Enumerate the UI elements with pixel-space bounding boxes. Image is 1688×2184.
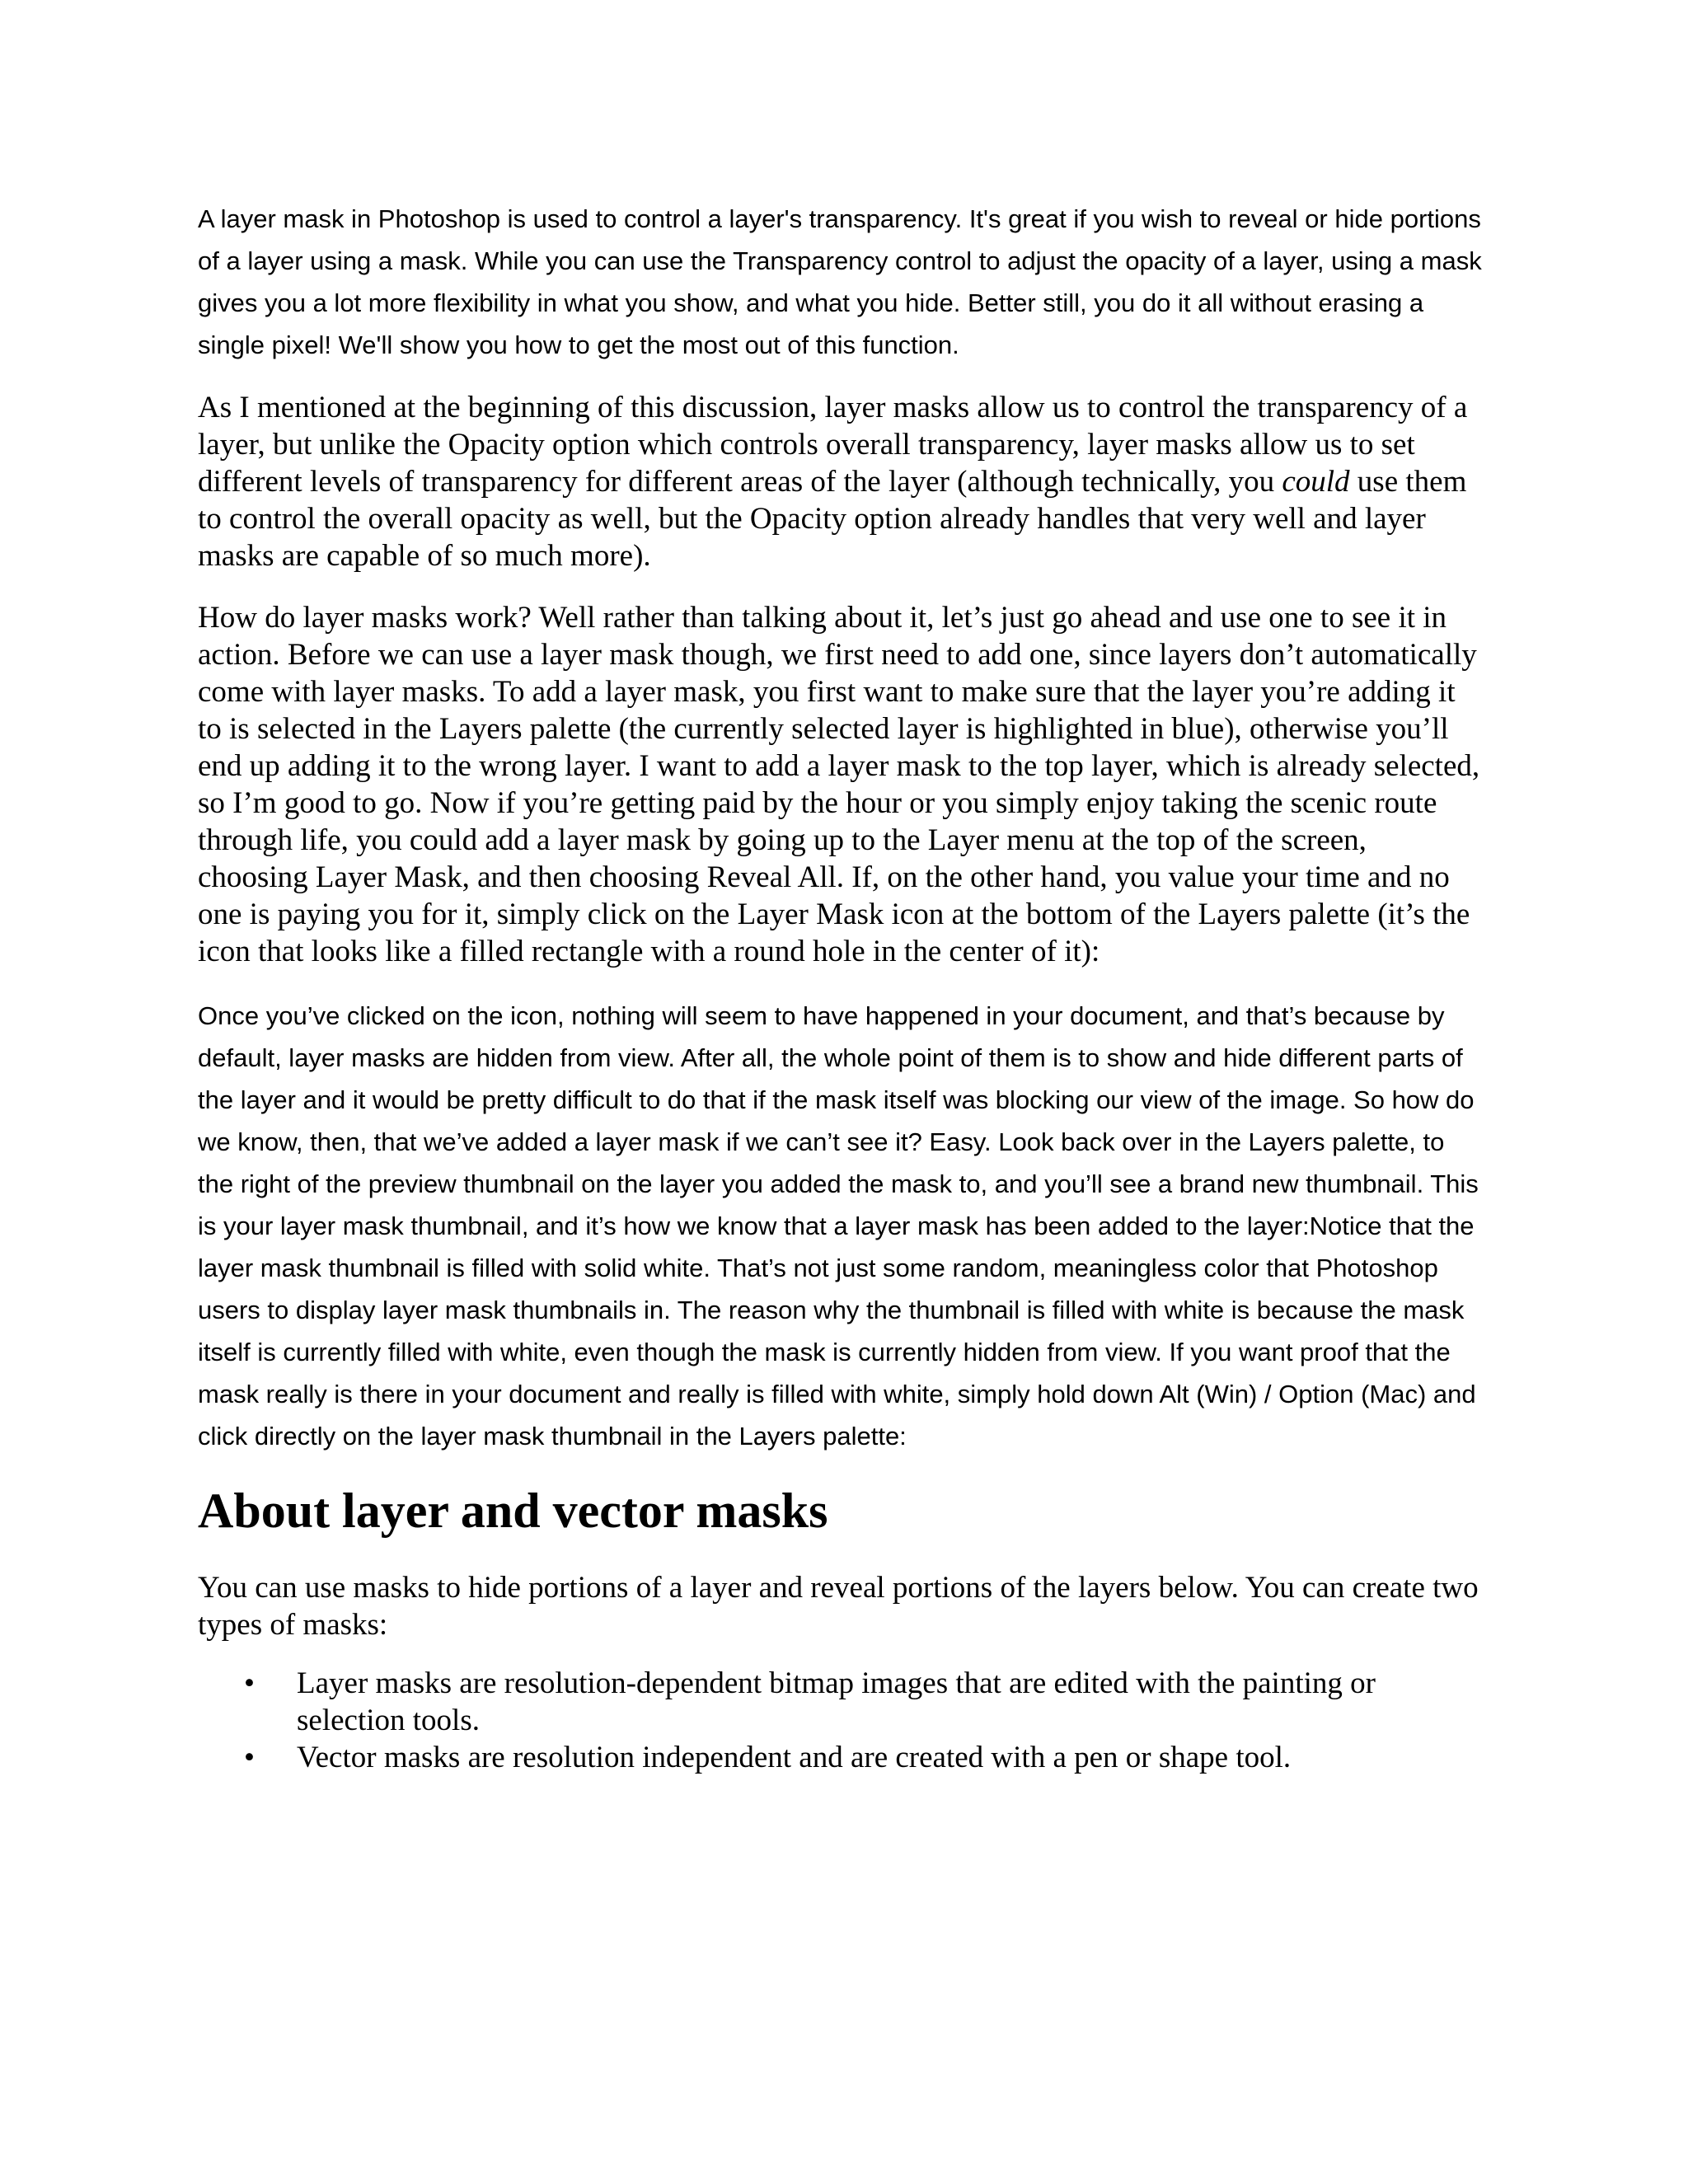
opacity-paragraph xyxy=(198,389,1484,574)
mask-thumbnail-paragraph: Once you’ve clicked on the icon, nothing will seem to have happened in your document, and that’s because by default, layer masks are hidden from view. After all, the whole point of them is to show and hide different parts of the layer and it would be pretty difficult to do that if the mask itself was blocking our view of the image. So how do we know, then, that we’ve added a layer mask if we can’t see it? Easy. Look back over in the Layers palette, to the right of the preview thumbnail on the layer you added the mask to, and you’ll see a brand new thumbnail. This is your layer mask thumbnail, and it’s how we know that a layer mask has been added to the layer:Notice that the layer mask thumbnail is filled with solid white. That’s not just some random, meaningless color that Photoshop users to display layer mask thumbnails in. The reason why the thumbnail is filled with white is because the mask itself is currently filled with white, even though the mask is currently hidden from view. If you want proof that the mask really is there in your document and really is filled with white, simply hold down Alt (Win) / Option (Mac) and click directly on the layer mask thumbnail in the Layers palette: xyxy=(198,1001,1479,1451)
section-heading: About layer and vector masks xyxy=(198,1483,828,1538)
opacity-paragraph-text-end: use them to control the overall opacity as well, but the Opacity option already handles that very well and layer masks are capable of so much more). xyxy=(198,465,1467,573)
bullet-icon: • xyxy=(244,1741,255,1774)
masks-intro-paragraph: You can use masks to hide portions of a layer and reveal portions of the layers below. You can create two types of masks: xyxy=(198,1571,1479,1642)
list-item xyxy=(198,1665,1484,1739)
bullet-icon: • xyxy=(244,1666,255,1700)
opacity-paragraph-text-start: As I mentioned at the beginning of this discussion, layer masks allow us to control the transparency of a layer, but unlike the Opacity option which controls overall transparency, layer masks allow us to set different levels of transparency for different areas of the layer (although technically, you xyxy=(198,391,1468,499)
mask-types-list xyxy=(198,1665,1484,1776)
intro-paragraph: A layer mask in Photoshop is used to control a layer's transparency. It's great if you wish to reveal or hide portions of a layer using a mask. While you can use the Transparency control to adjust the opacity of a layer, using a mask gives you a lot more flexibility in what you show, and what you hide. Better still, you do it all without erasing a single pixel! We'll show you how to get the most out of this function. xyxy=(198,204,1482,359)
how-masks-work-paragraph: How do layer masks work? Well rather than talking about it, let’s just go ahead and use one to see it in action. Before we can use a layer mask though, we first need to add one, since layers don’t automatically come with layer masks. To add a layer mask, you first want to make sure that the layer you’re adding it to is selected in the Layers palette (the currently selected layer is highlighted in blue), otherwise you’ll end up adding it to the wrong layer. I want to add a layer mask to the top layer, which is already selected, so I’m good to go. Now if you’re getting paid by the hour or you simply enjoy taking the scenic route through life, you could add a layer mask by going up to the Layer menu at the top of the screen, choosing Layer Mask, and then choosing Reveal All. If, on the other hand, you value your time and no one is paying you for it, simply click on the Layer Mask icon at the bottom of the Layers palette (it’s the icon that looks like a filled rectangle with a round hole in the center of it): xyxy=(198,601,1480,968)
list-item-text: Layer masks are resolution-dependent bitmap images that are edited with the painting or selection tools. xyxy=(297,1666,1376,1737)
emphasis-could: could xyxy=(1282,465,1350,499)
list-item-text: Vector masks are resolution independent and are created with a pen or shape tool. xyxy=(297,1741,1292,1774)
document-body xyxy=(198,198,1484,1776)
list-item xyxy=(198,1739,1484,1776)
